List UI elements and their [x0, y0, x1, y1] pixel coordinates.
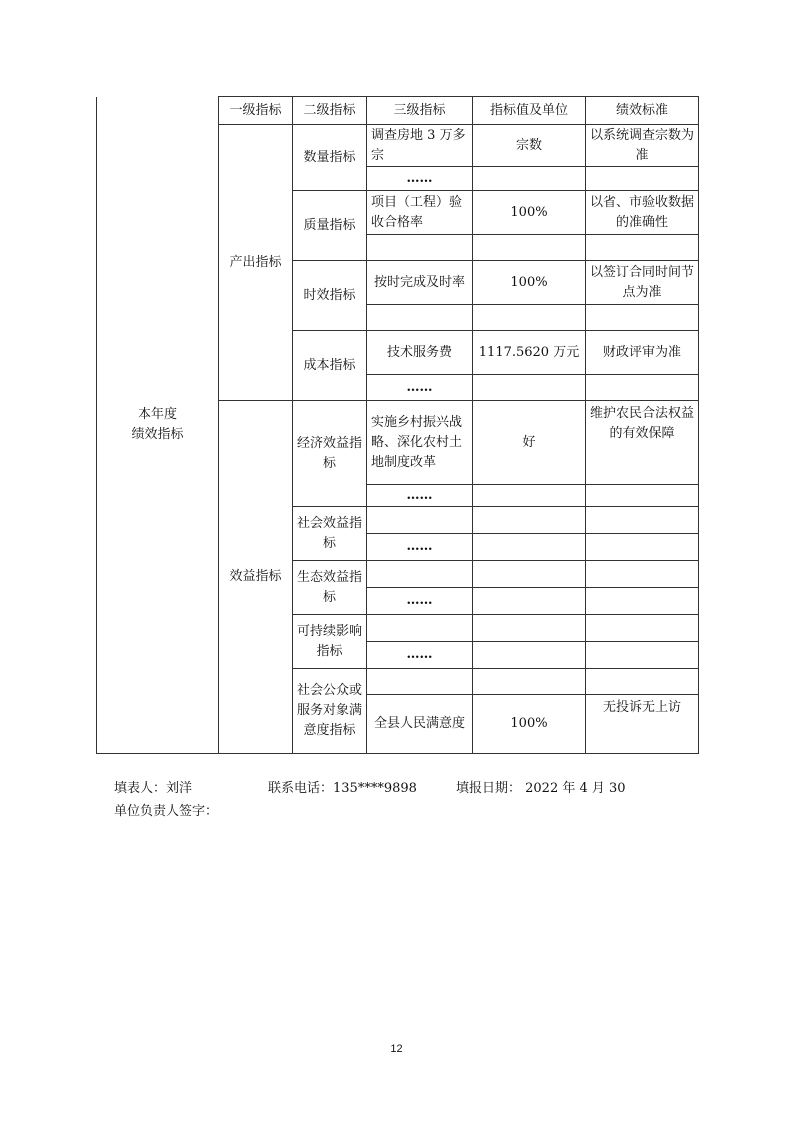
economic-more-standard: [586, 485, 699, 507]
sustainable-more: ……: [367, 642, 473, 669]
signature-field: 单位负责人签字：: [114, 804, 219, 819]
satisfaction-standard: 无投诉无上访: [586, 695, 699, 754]
ecological-label: 生态效益指标: [293, 561, 367, 615]
ecological-more: ……: [367, 588, 473, 615]
ecological-value: [473, 561, 586, 588]
economic-more: ……: [367, 485, 473, 507]
header-value: 指标值及单位: [473, 97, 586, 125]
quantity-more-standard: [586, 167, 699, 191]
quantity-item: 调查房地 3 万多宗: [367, 125, 473, 167]
quantity-more-value: [473, 167, 586, 191]
output-indicator-label: 产出指标: [219, 125, 293, 401]
satisfaction-blank-value: [473, 669, 586, 695]
social-item: [367, 507, 473, 534]
sustainable-item: [367, 615, 473, 642]
quantity-value: 宗数: [473, 125, 586, 167]
performance-indicator-table: [96, 96, 699, 754]
page-number: 12: [390, 1043, 403, 1055]
timeliness-value: 100%: [473, 261, 586, 305]
timeliness-item: 按时完成及时率: [367, 261, 473, 305]
timeliness-more-value: [473, 305, 586, 331]
sustainable-more-standard: [586, 642, 699, 669]
cost-item: 技术服务费: [367, 331, 473, 375]
annual-indicator-cell: [97, 97, 219, 754]
social-value: [473, 507, 586, 534]
sustainable-standard: [586, 615, 699, 642]
satisfaction-blank-item: [367, 669, 473, 695]
satisfaction-blank-standard: [586, 669, 699, 695]
cost-more-standard: [586, 375, 699, 401]
phone-field: 联系电话：135****9898: [268, 781, 417, 796]
quality-more-standard: [586, 235, 699, 261]
sustainable-more-value: [473, 642, 586, 669]
economic-standard: 维护农民合法权益的有效保障: [586, 401, 699, 485]
social-more: ……: [367, 534, 473, 561]
economic-label: 经济效益指标: [293, 401, 367, 507]
quantity-standard: 以系统调查宗数为准: [586, 125, 699, 167]
social-more-value: [473, 534, 586, 561]
satisfaction-value: 100%: [473, 695, 586, 754]
header-level1: 一级指标: [219, 97, 293, 125]
social-more-standard: [586, 534, 699, 561]
ecological-more-standard: [586, 588, 699, 615]
header-level3: 三级指标: [367, 97, 473, 125]
satisfaction-item: 全县人民满意度: [367, 695, 473, 754]
economic-item: 实施乡村振兴战略、深化农村土地制度改革: [367, 401, 473, 485]
cost-label: 成本指标: [293, 331, 367, 401]
quality-more: [367, 235, 473, 261]
satisfaction-label: 社会公众或服务对象满意度指标: [293, 669, 367, 754]
date-field: 填报日期： 2022 年 4 月 30: [456, 781, 626, 796]
quality-item: 项目（工程）验收合格率: [367, 191, 473, 235]
economic-value: 好: [473, 401, 586, 485]
ecological-item: [367, 561, 473, 588]
ecological-more-value: [473, 588, 586, 615]
header-level2: 二级指标: [293, 97, 367, 125]
ecological-standard: [586, 561, 699, 588]
header-standard: 绩效标准: [586, 97, 699, 125]
timeliness-label: 时效指标: [293, 261, 367, 331]
timeliness-standard: 以签订合同时间节点为准: [586, 261, 699, 305]
cost-more: ……: [367, 375, 473, 401]
economic-more-value: [473, 485, 586, 507]
benefit-indicator-label: 效益指标: [219, 401, 293, 754]
social-standard: [586, 507, 699, 534]
quality-label: 质量指标: [293, 191, 367, 261]
social-label: 社会效益指标: [293, 507, 367, 561]
quantity-more: ……: [367, 167, 473, 191]
filler-field: 填表人：刘洋: [114, 781, 193, 796]
quality-more-value: [473, 235, 586, 261]
annual-indicator-label: 本年度 绩效指标: [131, 406, 184, 442]
timeliness-more-standard: [586, 305, 699, 331]
quality-standard: 以省、市验收数据的准确性: [586, 191, 699, 235]
cost-value: 1117.5620 万元: [473, 331, 586, 375]
quality-value: 100%: [473, 191, 586, 235]
sustainable-value: [473, 615, 586, 642]
cost-standard: 财政评审为准: [586, 331, 699, 375]
sustainable-label: 可持续影响指标: [293, 615, 367, 669]
timeliness-more: [367, 305, 473, 331]
cost-more-value: [473, 375, 586, 401]
quantity-label: 数量指标: [293, 125, 367, 191]
